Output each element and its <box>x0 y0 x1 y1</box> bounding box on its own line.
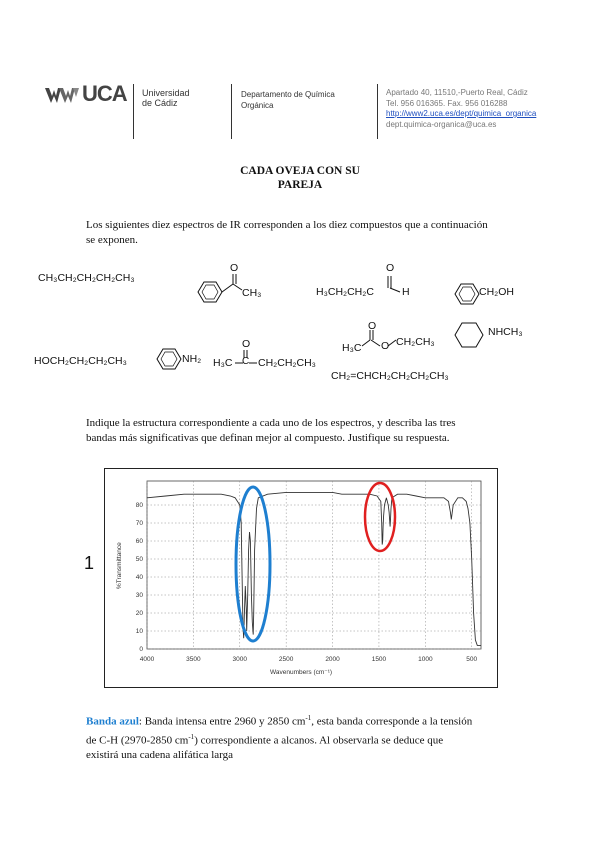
benzyl-ch2oh: CH₂OH <box>479 286 514 298</box>
compound-ester <box>342 322 442 362</box>
instruction-line1: Indique la estructura correspondiente a cada uno de los espectros, y describa las tres <box>86 417 456 429</box>
department-email: dept.quimica-organica@uca.es <box>386 119 497 129</box>
answer-sup-1: -1 <box>305 714 312 722</box>
compound-cyclohexylamine <box>452 320 542 350</box>
x-tick-label: 1500 <box>371 656 387 663</box>
aniline-nh2: NH₂ <box>182 353 202 365</box>
answer-text-1: : Banda intensa entre 2960 y 2850 cm <box>138 715 306 728</box>
ester-left: H₃C <box>342 342 362 354</box>
x-tick-label: 2500 <box>278 656 294 663</box>
answer-line1 <box>86 711 526 730</box>
department-name <box>241 90 335 111</box>
header-divider-right <box>377 84 378 139</box>
department-line1: Departamento de Química <box>241 90 335 99</box>
y-tick-label: 0 <box>139 646 143 653</box>
university-name <box>142 88 190 108</box>
answer-line3: existirá una cadena alifática larga <box>86 749 233 762</box>
contact-block <box>386 88 536 130</box>
department-url-link[interactable]: http://www2.uca.es/dept/quimica_organica <box>386 109 537 118</box>
y-tick-label: 10 <box>135 628 143 635</box>
compound-benzyl-alcohol <box>453 282 533 306</box>
spectrum-number: 1 <box>84 553 95 573</box>
x-tick-label: 4000 <box>139 656 155 663</box>
ketone-oxygen: O <box>242 338 251 350</box>
title-line2: PAREJA <box>277 179 323 191</box>
compound-aniline <box>155 347 215 371</box>
x-axis-label: Wavenumbers (cm⁻¹) <box>269 669 333 676</box>
y-axis-label: %Transmittance <box>116 542 123 589</box>
x-tick-label: 2000 <box>325 656 340 663</box>
header-divider-mid <box>231 84 232 139</box>
blue-ellipse-annotation <box>236 487 270 641</box>
answer-sup-2: -1 <box>188 732 195 741</box>
x-tick-label: 500 <box>466 656 478 663</box>
answer-text-2: , esta banda corresponde a la tensión <box>311 715 473 728</box>
uca-emblem-icon <box>45 85 81 107</box>
intro-line1: Los siguientes diez espectros de IR corresponden a los diez compuestos que a continuación <box>86 219 488 231</box>
compound-propanol: HOCH₂CH₂CH₂CH₃ <box>34 355 127 367</box>
compound-hexane: CH₃CH₂CH₂CH₂CH₃ <box>38 272 135 284</box>
phone-fax: Tel. 956 016365. Fax. 956 016288 <box>386 98 508 108</box>
ester-right: CH₂CH₃ <box>396 336 435 348</box>
instruction-line2: bandas más significativas que definan mejor al compuesto. Justifique su respuesta. <box>86 432 450 444</box>
instruction-paragraph <box>86 416 526 446</box>
ester-ether-oxygen: O <box>381 340 390 352</box>
ketone-left: H₃C <box>213 357 233 369</box>
answer-line2-part1: de C-H (2970-2850 cm <box>86 734 189 747</box>
department-line2: Orgánica <box>241 100 274 110</box>
ketone-right: CH₂CH₂CH₃ <box>258 357 316 369</box>
uca-logo <box>45 81 145 108</box>
cyclohexylamine-nhch3: NHCH₃ <box>488 326 523 338</box>
y-tick-label: 30 <box>135 592 143 599</box>
y-tick-label: 50 <box>135 556 143 563</box>
aldehyde-chain: H₃CH₂CH₂C <box>316 286 374 298</box>
answer-paragraph <box>86 711 526 763</box>
compound-alkene: CH₂=CHCH₂CH₂CH₂CH₃ <box>331 370 449 382</box>
y-tick-label: 40 <box>135 574 143 581</box>
answer-label: Banda azul <box>86 715 139 728</box>
page-title <box>200 164 400 192</box>
spectrum-trace <box>147 492 481 645</box>
chart-ticks <box>136 502 478 663</box>
svg-text:C: C <box>242 356 250 367</box>
aldehyde-hydrogen: H <box>402 286 410 298</box>
acetophenone-methyl: CH₃ <box>242 287 262 299</box>
plot-frame <box>147 481 481 649</box>
y-tick-label: 20 <box>135 610 143 617</box>
x-tick-label: 1000 <box>418 656 433 663</box>
logo-text: UCA <box>82 81 127 106</box>
header-divider-left <box>133 84 134 139</box>
university-line1: Universidad <box>142 88 190 98</box>
ir-spectrum-chart <box>104 468 498 688</box>
title-line1: CADA OVEJA CON SU <box>240 165 360 177</box>
intro-paragraph <box>86 218 526 248</box>
x-tick-label: 3000 <box>232 656 248 663</box>
address: Apartado 40, 11510,-Puerto Real, Cádiz <box>386 88 528 97</box>
compound-acetophenone <box>192 262 272 308</box>
chart-grid <box>147 481 481 649</box>
answer-line2-part2: ) correspondiente a alcanos. Al observarla se deduce que <box>194 734 444 747</box>
x-tick-label: 3500 <box>186 656 201 663</box>
benzene-ring-icon <box>155 347 185 371</box>
answer-line2 <box>86 730 526 749</box>
compound-butanal <box>316 262 416 302</box>
university-line2: de Cádiz <box>142 98 178 108</box>
ester-carbonyl-oxygen: O <box>368 320 377 332</box>
carbonyl-oxygen: O <box>230 262 239 274</box>
y-tick-label: 80 <box>135 502 143 509</box>
y-tick-label: 70 <box>135 520 143 527</box>
y-tick-label: 60 <box>135 538 143 545</box>
aldehyde-oxygen: O <box>386 262 395 274</box>
compound-ketone <box>213 338 333 372</box>
intro-line2: se exponen. <box>86 234 138 246</box>
cyclohexane-ring-icon <box>452 320 486 350</box>
